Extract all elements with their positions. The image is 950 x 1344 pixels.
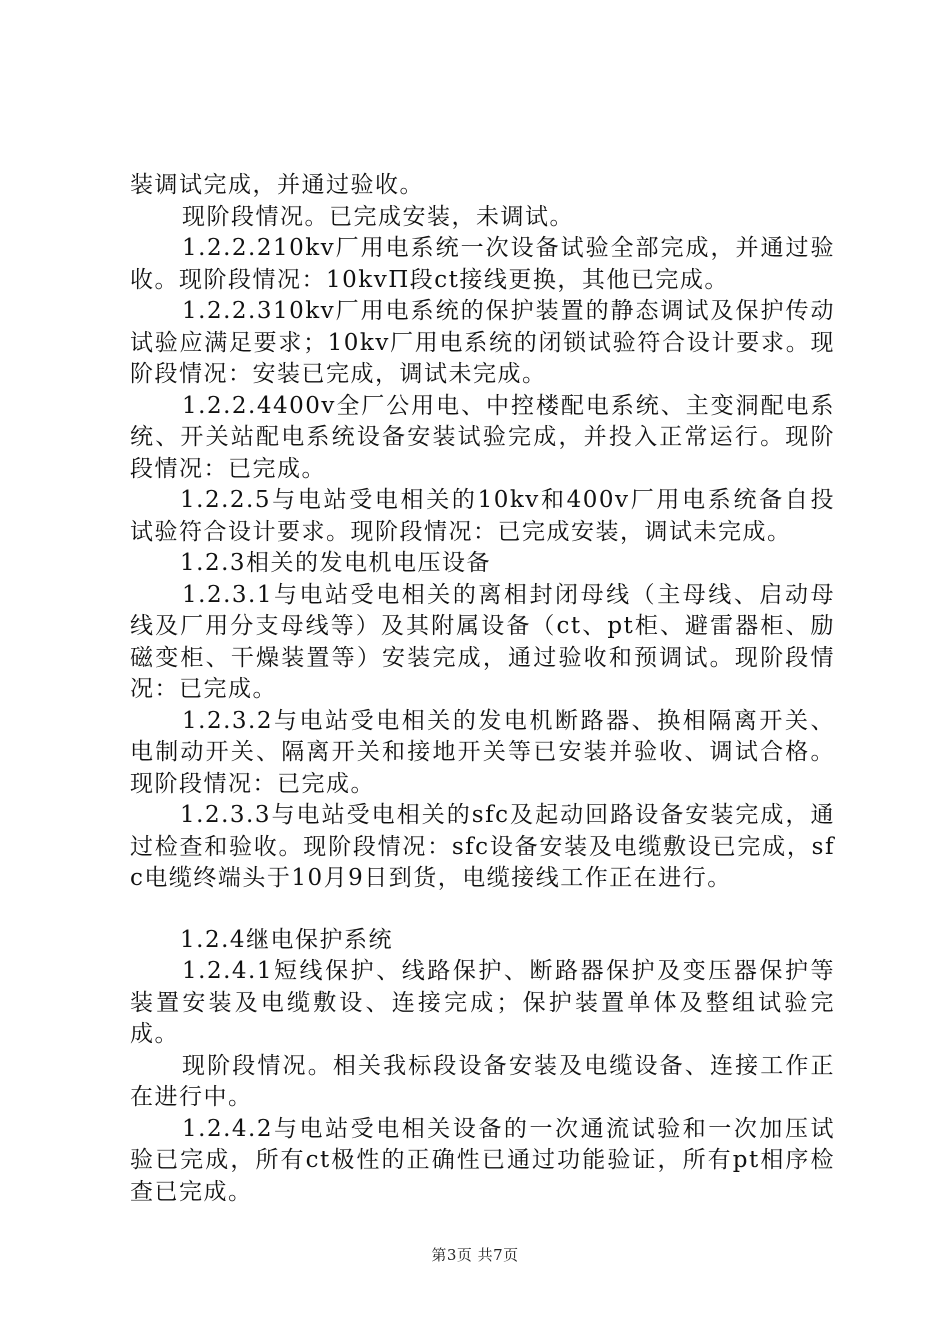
paragraph: 1.2.2.4400v全厂公用电、中控楼配电系统、主变洞配电系统、开关站配电系统设备安装试验完成，并投入正常运行。现阶段情况：已完成。	[130, 392, 835, 482]
paragraph: 1.2.4.2与电站受电相关设备的一次通流试验和一次加压试验已完成，所有ct极性的正确性已通过功能验证，所有pt相序检查已完成。	[130, 1115, 835, 1205]
paragraph: 1.2.4.1短线保护、线路保护、断路器保护及变压器保护等装置安装及电缆敷设、连接完成；保护装置单体及整组试验完成。	[130, 958, 835, 1047]
section-heading: 1.2.3相关的发电机电压设备	[180, 550, 492, 576]
paragraph: 装调试完成，并通过验收。	[130, 172, 424, 198]
paragraph-gap	[130, 895, 835, 925]
paragraph: 1.2.2.5与电站受电相关的10kv和400v厂用电系统备自投试验符合设计要求。现阶段情况：已完成安装，调试未完成。	[130, 487, 835, 545]
page-footer: 第3页 共7页	[431, 1246, 519, 1264]
paragraph: 1.2.2.210kv厂用电系统一次设备试验全部完成，并通过验收。现阶段情况：10kvΠ段ct接线更换，其他已完成。	[130, 235, 835, 293]
paragraph: 现阶段情况。已完成安装，未调试。	[182, 203, 574, 230]
paragraph: 1.2.3.2与电站受电相关的发电机断路器、换相隔离开关、电制动开关、隔离开关和接地开关等已安装并验收、调试合格。现阶段情况：已完成。	[130, 707, 835, 797]
section-heading: 1.2.4继电保护系统	[180, 926, 394, 953]
document-body	[130, 170, 835, 1208]
paragraph: 1.2.2.310kv厂用电系统的保护装置的静态调试及保护传动试验应满足要求；10kv厂用电系统的闭锁试验符合设计要求。现阶段情况：安装已完成，调试未完成。	[130, 298, 835, 387]
paragraph: 1.2.3.3与电站受电相关的sfc及起动回路设备安装完成，通过检查和验收。现阶段情况：sfc设备安装及电缆敷设已完成，sfc电缆终端头于10月9日到货，电缆接线工作正在进行。	[130, 802, 835, 891]
paragraph: 现阶段情况。相关我标段设备安装及电缆设备、连接工作正在进行中。	[130, 1052, 835, 1110]
paragraph: 1.2.3.1与电站受电相关的离相封闭母线（主母线、启动母线及厂用分支母线等）及其附属设备（ct、pt柜、避雷器柜、励磁变柜、干燥装置等）安装完成，通过验收和预调试。现阶段情况：已完成。	[130, 581, 835, 702]
